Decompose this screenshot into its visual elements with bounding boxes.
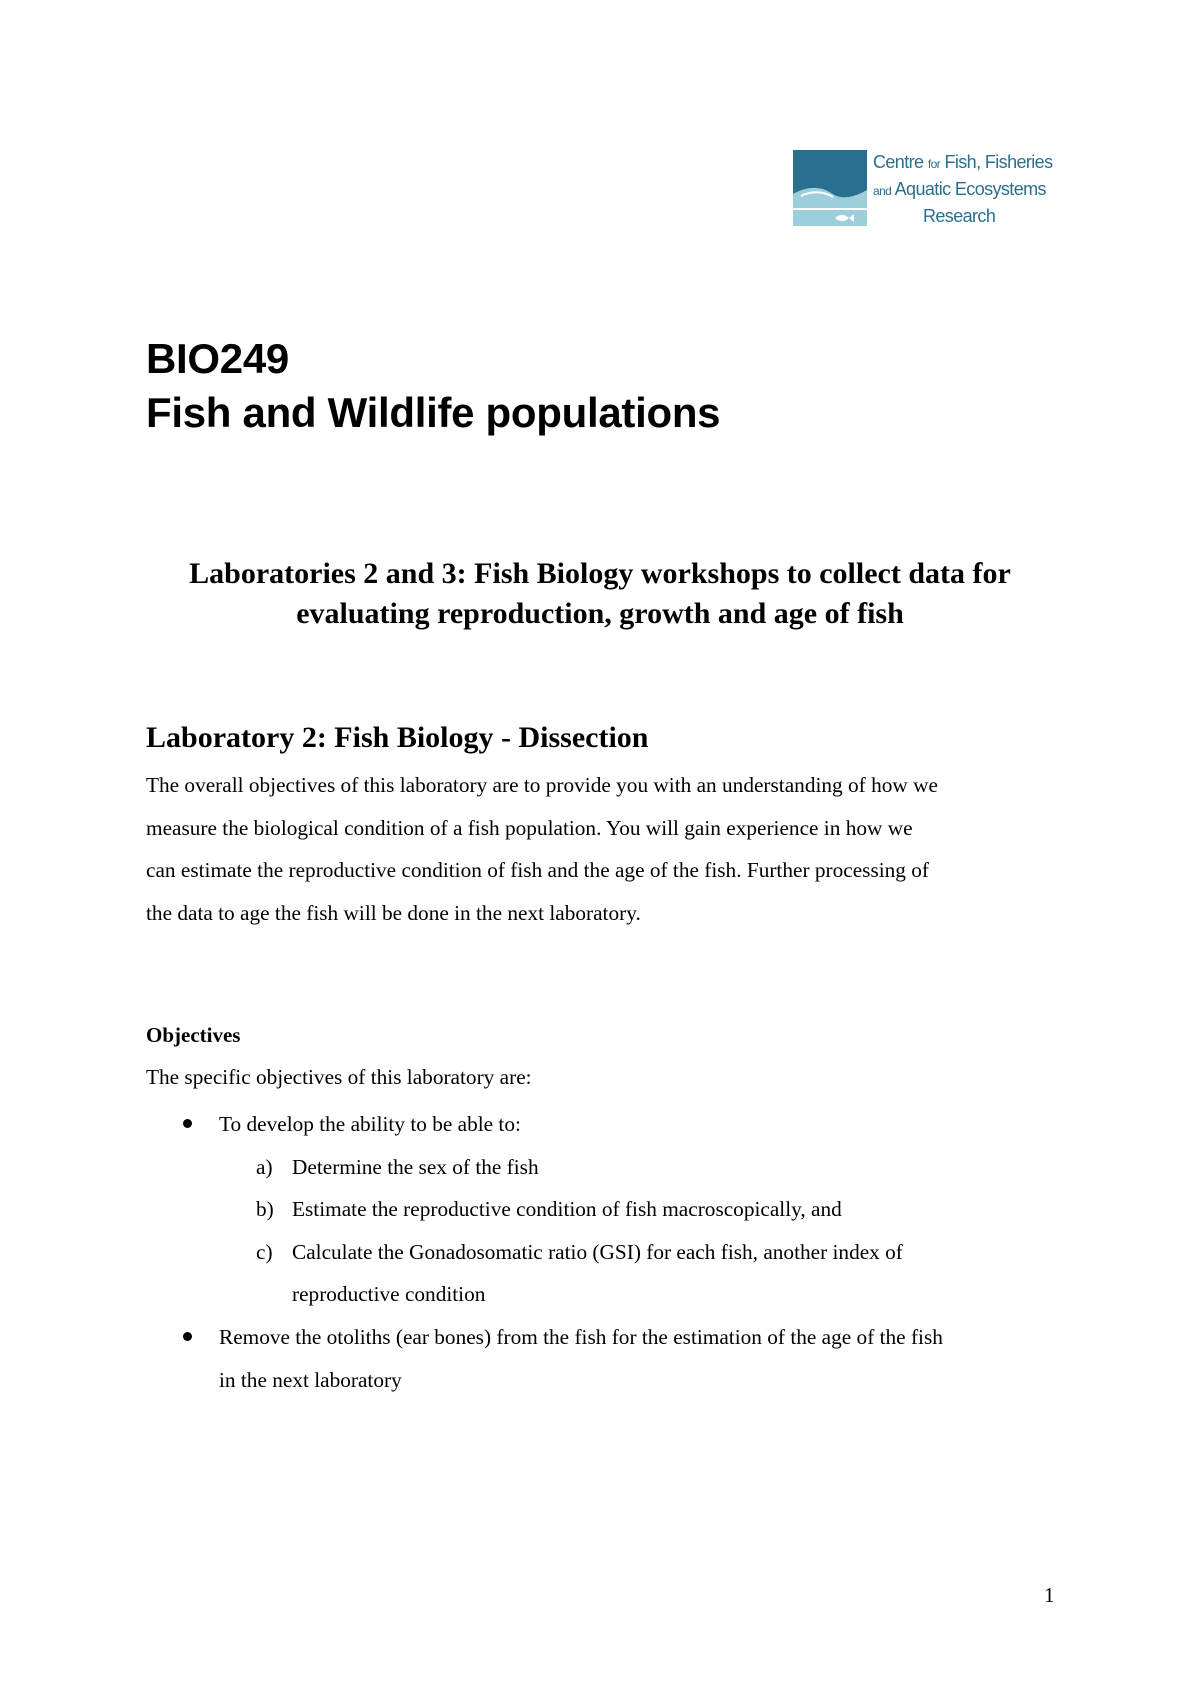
list-item [0, 1316, 1200, 1401]
bullet-text: in the next laboratory [219, 1367, 402, 1392]
bullet-text: Remove the otoliths (ear bones) from the fish for the estimation of the age of the fish [219, 1324, 943, 1349]
bullet-icon [183, 1119, 192, 1128]
intro-paragraph [146, 764, 1066, 934]
logo-word-research: Research [923, 206, 996, 226]
wave-fish-logo-icon [793, 150, 867, 226]
section-heading: Laboratory 2: Fish Biology - Dissection [146, 721, 649, 754]
sub-item-text: Estimate the reproductive condition of fish macroscopically, and [292, 1197, 842, 1222]
course-code: BIO249 [146, 335, 289, 382]
sub-marker: c) [256, 1239, 273, 1264]
sub-item-text: Calculate the Gonadosomatic ratio (GSI) for each fish, another index of [292, 1239, 903, 1264]
page-number: 1 [1044, 1583, 1055, 1607]
list-item [0, 1103, 1200, 1316]
sub-list-item [219, 1188, 1200, 1231]
intro-line: The overall objectives of this laboratory are to provide you with an understanding of how we [146, 773, 938, 797]
intro-line: can estimate the reproductive condition of fish and the age of the fish. Further processing of [146, 858, 930, 883]
intro-line: the data to age the fish will be done in the next laboratory. [146, 900, 641, 925]
lab-heading: Laboratories 2 and 3: Fish Biology workshops to collect data for evaluating reproduction, growth and age of fish [189, 557, 1011, 630]
logo-text [873, 150, 1073, 229]
intro-line: measure the biological condition of a fish population. You will gain experience in how we [146, 815, 913, 840]
sub-list-item [219, 1146, 1200, 1189]
sub-marker: a) [256, 1154, 273, 1179]
sub-list-item [219, 1231, 1200, 1316]
sub-item-text: reproductive condition [292, 1282, 486, 1307]
sub-item-text: Determine the sex of the fish [292, 1154, 539, 1179]
bullet-icon [183, 1332, 192, 1341]
logo-word-aquatic-ecosystems: Aquatic Ecosystems [894, 179, 1046, 199]
sub-marker: b) [256, 1197, 274, 1222]
logo-word-fish-fisheries: Fish, Fisheries [944, 152, 1053, 172]
logo-word-centre: Centre [873, 152, 924, 172]
objectives-intro: The specific objectives of this laboratory are: [146, 1065, 532, 1089]
sub-list [219, 1146, 1200, 1316]
logo-word-and: and [873, 184, 892, 198]
logo-word-for: for [927, 157, 941, 171]
centre-logo [793, 150, 1063, 226]
course-name: Fish and Wildlife populations [146, 389, 721, 436]
objectives-heading: Objectives [146, 1023, 241, 1047]
bullet-text: To develop the ability to be able to: [219, 1112, 521, 1136]
objectives-list [0, 1103, 1200, 1401]
course-title [146, 332, 720, 440]
